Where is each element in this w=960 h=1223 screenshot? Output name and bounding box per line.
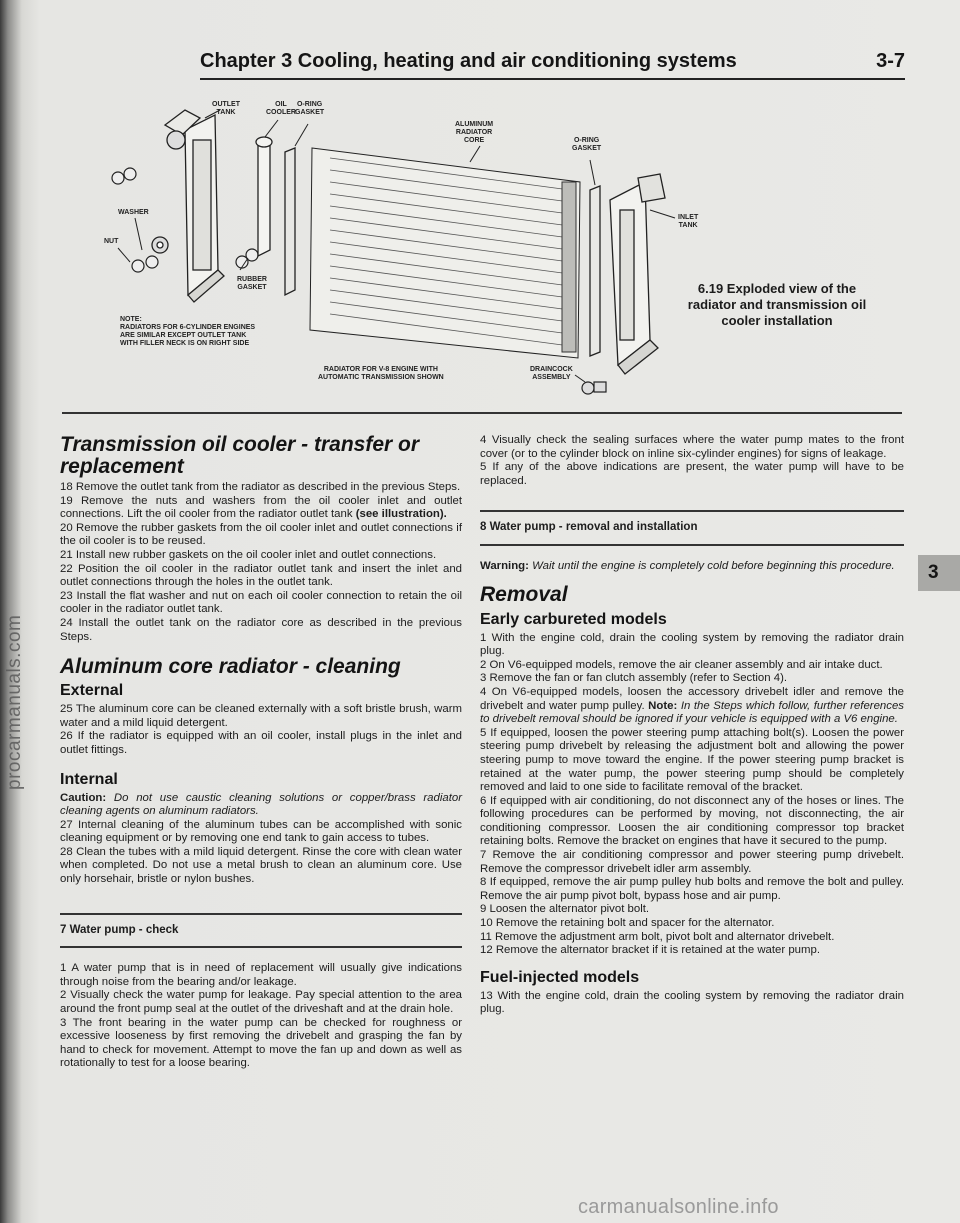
inlet-tank-drawing <box>610 174 665 374</box>
radiator-core-drawing <box>310 148 580 358</box>
page-number: 3-7 <box>876 50 905 72</box>
caution: Caution: Do not use caustic cleaning solutions or copper/brass radiator cleaning agents on aluminum radiators. <box>60 791 462 818</box>
step-20: 20 Remove the rubber gaskets from the oil cooler inlet and outlet connections if the oil cooler is to be reused. <box>60 521 462 548</box>
check-2: 2 Visually check the water pump for leakage. Pay special attention to the area around the front pump seal at the outlet of the driveshaft and at the drain hole. <box>60 989 462 1016</box>
heading-aluminum-core: Aluminum core radiator - cleaning <box>60 655 401 679</box>
heading-oil-cooler: Transmission oil cooler - transfer or replacement <box>60 433 420 478</box>
label-oring-gasket-left: O-RING GASKET <box>295 101 325 116</box>
step-24: 24 Install the outlet tank on the radiator core as described in the previous Steps. <box>60 616 462 643</box>
removal-8: 8 If equipped, remove the air pump pulley hub bolts and remove the bolt and pulley. Remove the air pump pivot bolt, bypass hose and air pump. <box>480 876 904 902</box>
removal-10: 10 Remove the retaining bolt and spacer for the alternator. <box>480 917 775 930</box>
right-column <box>480 434 904 1017</box>
removal-13: 13 With the engine cold, drain the cooling system by removing the radiator drain plug. <box>480 989 904 1016</box>
label-aluminum-core: ALUMINUM RADIATOR CORE <box>455 121 494 144</box>
removal-1: 1 With the engine cold, drain the cooling system by removing the radiator drain plug. <box>480 631 904 658</box>
check-5: 5 If any of the above indications are present, the water pump will have to be replaced. <box>480 461 904 487</box>
step-18: 18 Remove the outlet tank from the radiator as described in the previous Steps. <box>60 481 461 493</box>
heading-external: External <box>60 682 124 700</box>
label-inlet-tank: INLET TANK <box>678 214 699 229</box>
removal-11: 11 Remove the adjustment arm bolt, pivot bolt and alternator drivebelt. <box>480 930 835 943</box>
removal-5: 5 If equipped, loosen the power steering pump attaching bolt(s). Loosen the power steering pump drivebelt by releasing the adjustment bolt and allowing the power steering pump to move toward the engine. If the power steering pump bracket is retained at the water pump, the power steering pump should be completely removed and laid to one side to facilitate removal of the bracket. <box>480 726 904 794</box>
check-4: 4 Visually check the sealing surfaces where the water pump mates to the front cover (or to the cylinder block on inline six-cylinder engines) for signs of leakage. <box>480 434 904 460</box>
label-oil-cooler: OIL COOLER <box>266 101 296 116</box>
step-28: 28 Clean the tubes with a mild liquid detergent. Rinse the core with clean water when completed. Do not use a metal brush to clean an aluminum core. Use only horsehair, bristle or nylon bushes. <box>60 845 462 886</box>
step-23: 23 Install the flat washer and nut on each oil cooler connection to retain the oil cooler in the radiator outlet tank. <box>60 589 462 616</box>
bottom-watermark: carmanualsonline.info <box>578 1196 779 1218</box>
removal-9: 9 Loosen the alternator pivot bolt. <box>480 903 650 916</box>
removal-12: 12 Remove the alternator bracket if it is retained at the water pump. <box>480 944 820 957</box>
removal-4: 4 On V6-equipped models, loosen the accessory drivebelt idler and remove the drivebelt and water pump pulley. Note: In the Steps which follow, further references to drivebelt removal should be ignored if your vehicle is equipped with a V6 engine. <box>480 685 904 726</box>
heading-removal: Removal <box>480 582 568 606</box>
removal-6: 6 If equipped with air conditioning, do not disconnect any of the hoses or lines. The following procedures can be performed by moving, not disconnecting, the air conditioning compressor. Loosen the air conditioning compressor top bracket retaining bolts. Remove the bracket on engines that have it secured to the pump. <box>480 794 904 848</box>
step-27: 27 Internal cleaning of the aluminum tubes can be accomplished with sonic cleaning equipment or by removing one end tank to gain access to tubes. <box>60 818 462 845</box>
outlet-tank-drawing <box>152 110 224 302</box>
removal-3: 3 Remove the fan or fan clutch assembly (refer to Section 4). <box>480 672 788 685</box>
heading-internal: Internal <box>60 770 118 788</box>
check-1: 1 A water pump that is in need of replacement will usually give indications through noise from the bearing and/or leakage. <box>60 962 462 988</box>
removal-2: 2 On V6-equipped models, remove the air cleaner assembly and air intake duct. <box>480 658 883 671</box>
label-washer: WASHER <box>118 209 149 216</box>
heading-fuel-injected: Fuel-injected models <box>480 968 640 986</box>
check-3: 3 The front bearing in the water pump can be checked for roughness or excessive looseness by first removing the drivebelt and grasping the fan by hand to check for movement. Attempt to move the fan up and down as well as rotationally to test for a loose bearing. <box>60 1016 462 1070</box>
label-radiator-v8: RADIATOR FOR V-8 ENGINE WITH AUTOMATIC TRANSMISSION SHOWN <box>318 366 444 381</box>
left-column <box>60 434 462 1071</box>
heading-early-carbureted: Early carbureted models <box>480 610 667 628</box>
step-19: 19 Remove the nuts and washers from the oil cooler inlet and outlet connections. Lift the oil cooler from the radiator outlet tank (see illustration). <box>60 494 462 521</box>
figure-rule <box>62 412 902 414</box>
oil-cooler-drawing <box>256 137 272 256</box>
label-outlet-tank: OUTLET TANK <box>212 101 240 116</box>
radiator-exploded-illustration <box>90 90 910 410</box>
step-25: 25 The aluminum core can be cleaned externally with a soft bristle brush, warm water and a mild liquid detergent. <box>60 703 462 729</box>
section-7-title: 7 Water pump - check <box>60 913 462 949</box>
label-note: NOTE: RADIATORS FOR 6-CYLINDER ENGINES ARE SIMILAR EXCEPT OUTLET TANK WITH FILLER NECK IS ON RIGHT SIDE <box>120 316 256 347</box>
side-watermark: procarmanuals.com <box>4 614 25 790</box>
step-26: 26 If the radiator is equipped with an oil cooler, install plugs in the inlet and outlet fittings. <box>60 730 462 756</box>
step-22: 22 Position the oil cooler in the radiator outlet tank and insert the inlet and outlet connections through the holes in the outlet tank. <box>60 562 462 589</box>
label-nut: NUT <box>104 238 119 245</box>
label-rubber-gasket: RUBBER GASKET <box>237 276 267 291</box>
chapter-title: Chapter 3 Cooling, heating and air conditioning systems <box>200 50 737 72</box>
removal-7: 7 Remove the air conditioning compressor and power steering pump drivebelt. Remove the compressor drivebelt idler arm assembly. <box>480 849 904 875</box>
radiator-figure <box>90 90 910 410</box>
chapter-tab: 3 <box>918 555 960 591</box>
header-rule <box>200 78 905 80</box>
label-draincock: DRAINCOCK ASSEMBLY <box>530 366 573 381</box>
section-8-title: 8 Water pump - removal and installation <box>480 510 904 546</box>
label-oring-gasket-right: O-RING GASKET <box>572 137 602 152</box>
figure-caption: 6.19 Exploded view of the radiator and transmission oil cooler installation <box>687 281 867 328</box>
step-21: 21 Install new rubber gaskets on the oil cooler inlet and outlet connections. <box>60 548 437 561</box>
warning: Warning: Wait until the engine is completely cold before beginning this procedure. <box>480 559 895 572</box>
